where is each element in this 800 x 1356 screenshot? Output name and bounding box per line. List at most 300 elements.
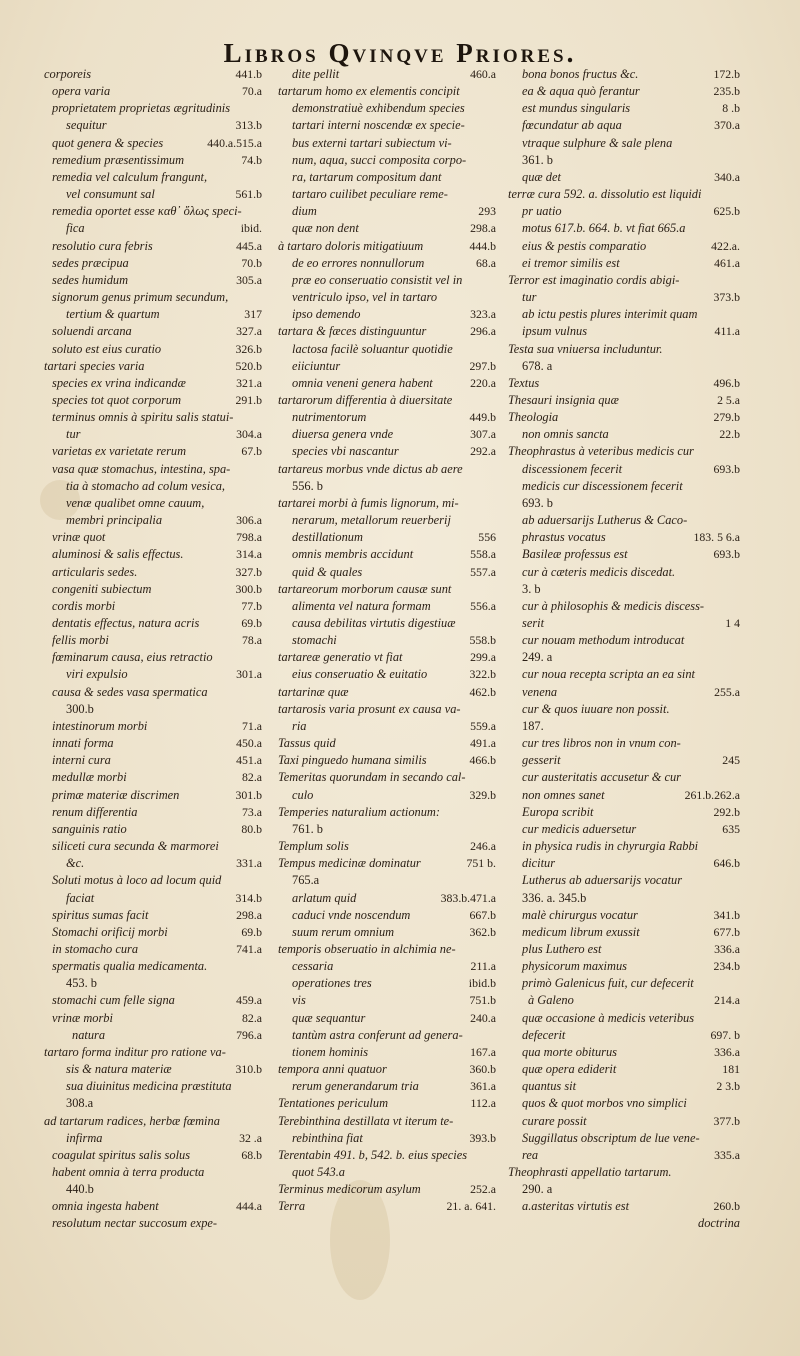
index-entry bbox=[508, 752, 740, 769]
entry-text: 300.b bbox=[66, 701, 94, 716]
entry-text: primò Galenicus fuit, cur defecerit bbox=[522, 976, 694, 991]
entry-text: tartarorum differentia à diuersitate bbox=[278, 392, 453, 407]
entry-page-ref: 440.a.515.a bbox=[207, 135, 262, 150]
index-entry bbox=[508, 718, 740, 735]
entry-page-ref: 561.b bbox=[235, 187, 262, 202]
entry-text: terminus omnis à spiritu salis statui- bbox=[52, 410, 234, 425]
entry-text: Terra bbox=[278, 1199, 306, 1214]
entry-text: fica bbox=[66, 221, 85, 236]
entry-page-ref: 22.b bbox=[719, 427, 740, 442]
entry-text: Stomachi orificij morbi bbox=[52, 924, 168, 939]
entry-page-ref: 235.b bbox=[713, 84, 740, 99]
entry-page-ref: 234.b bbox=[713, 959, 740, 974]
index-entry bbox=[278, 701, 496, 718]
entry-page-ref: 335.a bbox=[714, 1147, 740, 1162]
entry-page-ref: 491.a bbox=[470, 736, 496, 751]
entry-text: viri expulsio bbox=[66, 667, 128, 682]
index-entry bbox=[278, 787, 496, 804]
index-entry bbox=[52, 564, 262, 581]
entry-text: 249. a bbox=[522, 650, 553, 665]
entry-text: omnia veneni genera habent bbox=[292, 375, 433, 390]
entry-page-ref: 314.a bbox=[236, 547, 262, 562]
entry-text: quot genera & species bbox=[52, 135, 164, 150]
entry-text: bona bonos fructus &c. bbox=[522, 67, 639, 81]
entry-text: tartari interni noscendæ ex specie- bbox=[292, 118, 465, 133]
entry-text: renum differentia bbox=[52, 804, 138, 819]
index-entry bbox=[52, 838, 262, 855]
index-entry bbox=[508, 890, 740, 907]
index-entry bbox=[52, 1215, 262, 1232]
entry-page-ref: 183. 5 6.a bbox=[693, 530, 740, 545]
entry-text: 678. a bbox=[522, 358, 553, 373]
index-entry bbox=[508, 358, 740, 375]
entry-page-ref: 393.b bbox=[469, 1130, 496, 1145]
index-entry bbox=[52, 409, 262, 426]
entry-page-ref: 77.b bbox=[241, 598, 262, 613]
entry-page-ref: 340.a bbox=[714, 169, 740, 184]
index-entry bbox=[52, 649, 262, 666]
entry-text: in stomacho cura bbox=[52, 941, 139, 956]
entry-text: sedes præcipua bbox=[52, 255, 129, 270]
index-entry bbox=[278, 478, 496, 495]
index-entry bbox=[508, 152, 740, 169]
entry-page-ref: 697. b bbox=[710, 1027, 740, 1042]
entry-text: tartareus morbus vnde dictus ab aere bbox=[278, 461, 463, 476]
entry-text: ab aduersarijs Lutherus & Caco- bbox=[522, 513, 688, 528]
index-entry bbox=[278, 907, 496, 924]
entry-text: dentatis effectus, natura acris bbox=[52, 616, 200, 630]
entry-page-ref: 220.a bbox=[470, 375, 496, 390]
index-entry bbox=[508, 598, 740, 615]
entry-text: Terebinthina destillata vt iterum te- bbox=[278, 1113, 454, 1128]
entry-page-ref: 291.b bbox=[235, 392, 262, 407]
entry-text: intestinorum morbi bbox=[52, 718, 148, 733]
entry-text: gesserit bbox=[522, 753, 561, 768]
index-entry bbox=[52, 735, 262, 752]
entry-page-ref: 300.b bbox=[235, 581, 262, 596]
index-entry bbox=[278, 1044, 496, 1061]
entry-text: medicis cur discessionem fecerit bbox=[522, 478, 683, 493]
entry-text: fœcundatur ab aqua bbox=[522, 118, 622, 133]
entry-text: soluendi arcana bbox=[52, 324, 132, 339]
index-entry bbox=[508, 306, 740, 323]
entry-text: tionem hominis bbox=[292, 1044, 369, 1059]
index-entry bbox=[52, 169, 262, 186]
index-entry bbox=[278, 890, 496, 907]
entry-page-ref: 411.a bbox=[714, 324, 740, 339]
index-entry bbox=[508, 443, 740, 460]
entry-page-ref: 172.b bbox=[713, 67, 740, 81]
entry-text: species vbi nascantur bbox=[292, 444, 399, 459]
index-entry bbox=[508, 1010, 740, 1027]
entry-text: à Galeno bbox=[528, 993, 574, 1008]
entry-text: medicum librum exussit bbox=[522, 924, 640, 939]
entry-text: in physica rudis in chyrurgia Rabbi bbox=[522, 839, 699, 854]
entry-page-ref: 625.b bbox=[713, 204, 740, 219]
entry-page-ref: 296.a bbox=[470, 324, 496, 339]
entry-text: articularis sedes. bbox=[52, 564, 138, 579]
entry-text: culo bbox=[292, 787, 314, 802]
entry-text: diuersa genera vnde bbox=[292, 427, 394, 442]
entry-page-ref: 21. a. 641. bbox=[446, 1199, 496, 1214]
entry-text: lactosa facilè soluantur quotidie bbox=[292, 341, 453, 356]
entry-text: quos & quot morbos vno simplici bbox=[522, 1096, 687, 1111]
entry-text: 361. b bbox=[522, 152, 553, 167]
entry-page-ref: 556.a bbox=[470, 598, 496, 613]
entry-text: terræ cura 592. a. dissolutio est liquidi bbox=[508, 187, 702, 202]
index-entry bbox=[278, 649, 496, 666]
entry-page-ref: 373.b bbox=[713, 290, 740, 305]
entry-page-ref: 112.a bbox=[470, 1096, 496, 1111]
entry-page-ref: 298.a bbox=[470, 221, 496, 236]
entry-page-ref: 71.a bbox=[242, 718, 262, 733]
index-entry bbox=[508, 1130, 740, 1147]
entry-text: rea bbox=[522, 1147, 539, 1162]
entry-page-ref: 69.b bbox=[241, 924, 262, 939]
entry-text: ei tremor similis est bbox=[522, 255, 620, 270]
entry-page-ref: 167.a bbox=[470, 1044, 496, 1059]
entry-page-ref: 326.b bbox=[235, 341, 262, 356]
index-entry bbox=[278, 838, 496, 855]
index-entry bbox=[508, 787, 740, 804]
entry-page-ref: 461.a bbox=[714, 255, 740, 270]
entry-page-ref: 646.b bbox=[713, 856, 740, 871]
entry-text: suum rerum omnium bbox=[292, 924, 395, 939]
entry-text: species ex vrina indicandæ bbox=[52, 375, 186, 390]
entry-text: primæ materiæ discrimen bbox=[52, 787, 180, 802]
entry-page-ref: 329.b bbox=[469, 787, 496, 802]
entry-text: 765.a bbox=[292, 873, 320, 888]
entry-page-ref: 496.b bbox=[713, 375, 740, 390]
entry-text: Suggillatus obscriptum de lue vene- bbox=[522, 1130, 700, 1145]
entry-text: ab ictu pestis plures interimit quam bbox=[522, 307, 698, 322]
index-entry bbox=[508, 632, 740, 649]
entry-text: à tartaro doloris mitigatiuum bbox=[278, 238, 424, 253]
entry-text: doctrina bbox=[698, 1216, 740, 1231]
entry-text: congeniti subiectum bbox=[52, 581, 152, 596]
index-entry bbox=[508, 821, 740, 838]
index-entry bbox=[278, 1027, 496, 1044]
index-entry bbox=[508, 735, 740, 752]
entry-page-ref: 558.b bbox=[469, 633, 496, 648]
entry-text: Lutherus ab aduersarijs vocatur bbox=[522, 873, 683, 888]
entry-text: soluto est eius curatio bbox=[52, 341, 162, 356]
entry-text: 440.b bbox=[66, 1182, 94, 1197]
entry-text: dicitur bbox=[522, 856, 556, 871]
entry-text: quot 543.a bbox=[292, 1165, 346, 1179]
index-entry bbox=[52, 100, 262, 117]
index-entry bbox=[508, 1198, 740, 1215]
index-entry bbox=[52, 341, 262, 358]
entry-text: cur à cæteris medicis discedat. bbox=[522, 564, 676, 579]
entry-page-ref: 260.b bbox=[713, 1199, 740, 1214]
entry-text: tempora anni quatuor bbox=[278, 1062, 387, 1077]
entry-text: ad tartarum radices, herbæ fœmina bbox=[44, 1113, 220, 1128]
index-entry bbox=[44, 1113, 262, 1130]
index-entry bbox=[508, 769, 740, 786]
entry-text: cordis morbi bbox=[52, 598, 116, 613]
entry-page-ref: 292.a bbox=[470, 444, 496, 459]
entry-page-ref: 444.a bbox=[236, 1199, 262, 1214]
index-entry bbox=[508, 564, 740, 581]
entry-page-ref: 422.a. bbox=[711, 238, 740, 253]
index-entry bbox=[52, 941, 262, 958]
entry-text: dium bbox=[292, 204, 317, 219]
index-entry bbox=[278, 752, 496, 769]
entry-text: pr uatio bbox=[522, 204, 562, 219]
index-entry bbox=[52, 684, 262, 701]
index-entry bbox=[52, 426, 262, 443]
entry-text: discessionem fecerit bbox=[522, 461, 623, 476]
index-entry bbox=[508, 1044, 740, 1061]
entry-text: Templum solis bbox=[278, 839, 349, 854]
entry-page-ref: 240.a bbox=[470, 1010, 496, 1025]
index-entry bbox=[52, 495, 262, 512]
index-entry bbox=[52, 152, 262, 169]
entry-text: Europa scribit bbox=[522, 804, 594, 819]
index-entry bbox=[52, 1147, 262, 1164]
index-entry bbox=[52, 238, 262, 255]
entry-text: causa debilitas virtutis digestiuæ bbox=[292, 616, 456, 630]
entry-text: cur austeritatis accusetur & cur bbox=[522, 770, 681, 785]
index-entry bbox=[278, 1198, 496, 1215]
entry-page-ref: 383.b.471.a bbox=[440, 890, 496, 905]
index-entry bbox=[278, 1095, 496, 1112]
entry-page-ref: 305.a bbox=[236, 272, 262, 287]
entry-page-ref: 293 bbox=[478, 204, 496, 219]
index-entry bbox=[278, 1113, 496, 1130]
index-entry bbox=[508, 1078, 740, 1095]
entry-text: infirma bbox=[66, 1130, 103, 1145]
index-entry bbox=[278, 1147, 496, 1164]
entry-page-ref: 323.a bbox=[470, 307, 496, 322]
entry-text: siliceti cura secunda & marmorei bbox=[52, 839, 219, 854]
entry-page-ref: 313.b bbox=[235, 118, 262, 133]
entry-page-ref: 741.a bbox=[236, 941, 262, 956]
index-entry bbox=[508, 666, 740, 683]
entry-page-ref: 751.b bbox=[469, 993, 496, 1008]
entry-text: cur & quos iuuare non possit. bbox=[522, 701, 670, 716]
entry-text: tartarei morbi à fumis lignorum, mi- bbox=[278, 495, 459, 510]
entry-page-ref: 331.a bbox=[236, 856, 262, 871]
entry-text: tartarinæ quæ bbox=[278, 684, 349, 699]
index-entry bbox=[52, 855, 262, 872]
index-entry bbox=[278, 461, 496, 478]
entry-text: spiritus sumas facit bbox=[52, 907, 149, 922]
entry-page-ref: 279.b bbox=[713, 410, 740, 425]
entry-text: stomachi cum felle signa bbox=[52, 993, 175, 1008]
entry-page-ref: 261.b.262.a bbox=[684, 787, 740, 802]
entry-text: aluminosi & salis effectus. bbox=[52, 547, 184, 562]
entry-text: 308.a bbox=[66, 1096, 94, 1111]
entry-page-ref: 336.a bbox=[714, 941, 740, 956]
index-entry bbox=[278, 1181, 496, 1198]
index-entry bbox=[52, 1181, 262, 1198]
index-entry bbox=[278, 83, 496, 100]
entry-text: quid & quales bbox=[292, 564, 363, 579]
entry-page-ref: 69.b bbox=[241, 616, 262, 630]
entry-page-ref: 255.a bbox=[714, 684, 740, 699]
entry-page-ref: 181 bbox=[722, 1062, 740, 1077]
entry-page-ref: 322.b bbox=[469, 667, 496, 682]
entry-text: eius conseruatio & euitatio bbox=[292, 667, 428, 682]
entry-page-ref: 321.a bbox=[236, 375, 262, 390]
entry-page-ref: 460.a bbox=[470, 67, 496, 81]
index-entry bbox=[44, 66, 262, 83]
index-entry bbox=[278, 821, 496, 838]
entry-text: præ eo conseruatio consistit vel in bbox=[292, 272, 463, 287]
entry-text: sequitur bbox=[66, 118, 107, 133]
entry-text: arlatum quid bbox=[292, 890, 357, 905]
entry-page-ref: 301.b bbox=[235, 787, 262, 802]
index-entry bbox=[52, 1027, 262, 1044]
entry-text: qua morte obiturus bbox=[522, 1044, 617, 1059]
index-column-3 bbox=[508, 66, 740, 1231]
entry-text: Tentationes periculum bbox=[278, 1096, 389, 1111]
entry-text: Textus bbox=[508, 375, 540, 390]
entry-page-ref: 336.a bbox=[714, 1044, 740, 1059]
entry-page-ref: ibid. bbox=[240, 221, 262, 236]
entry-page-ref: 211.a bbox=[470, 959, 496, 974]
entry-text: cur nouam methodum introducat bbox=[522, 633, 685, 648]
index-entry bbox=[278, 992, 496, 1009]
index-entry bbox=[44, 358, 262, 375]
entry-page-ref: 252.a bbox=[470, 1182, 496, 1197]
entry-text: ipso demendo bbox=[292, 307, 361, 322]
entry-text: eiiciuntur bbox=[292, 358, 341, 373]
index-entry bbox=[52, 1130, 262, 1147]
index-entry bbox=[278, 769, 496, 786]
index-entry bbox=[508, 1113, 740, 1130]
index-entry bbox=[52, 872, 262, 889]
index-entry bbox=[508, 992, 740, 1009]
entry-text: quæ det bbox=[522, 169, 561, 184]
entry-text: Temperies naturalium actionum: bbox=[278, 804, 440, 819]
entry-page-ref: 317 bbox=[244, 307, 262, 322]
entry-text: caduci vnde noscendum bbox=[292, 907, 411, 922]
entry-page-ref: 693.b bbox=[713, 547, 740, 562]
index-entry bbox=[278, 855, 496, 872]
entry-text: sua diuinitus medicina præstituta bbox=[66, 1079, 232, 1094]
index-entry bbox=[278, 289, 496, 306]
index-entry bbox=[52, 478, 262, 495]
index-entry bbox=[278, 426, 496, 443]
entry-text: destillationum bbox=[292, 530, 363, 545]
entry-page-ref: 2 5.a bbox=[717, 392, 740, 407]
entry-text: varietas ex varietate rerum bbox=[52, 444, 187, 459]
entry-text: Terminus medicorum asylum bbox=[278, 1182, 421, 1197]
entry-text: est mundus singularis bbox=[522, 101, 631, 116]
entry-page-ref: 78.a bbox=[242, 633, 262, 648]
entry-text: fœminarum causa, eius retractio bbox=[52, 650, 213, 665]
entry-text: tertium & quartum bbox=[66, 307, 160, 322]
entry-text: natura bbox=[72, 1027, 106, 1042]
entry-page-ref: 70.b bbox=[241, 255, 262, 270]
entry-text: Tassus quid bbox=[278, 736, 336, 751]
index-entry bbox=[508, 941, 740, 958]
index-column-2 bbox=[278, 66, 496, 1215]
index-entry bbox=[508, 375, 740, 392]
entry-text: Basileæ professus est bbox=[522, 547, 628, 562]
entry-text: sedes humidum bbox=[52, 272, 129, 287]
entry-page-ref: 214.a bbox=[714, 993, 740, 1008]
index-entry bbox=[52, 272, 262, 289]
index-entry bbox=[278, 581, 496, 598]
entry-text: resolutum nectar succosum expe- bbox=[52, 1216, 218, 1231]
entry-text: interni cura bbox=[52, 753, 111, 768]
entry-text: signorum genus primum secundum, bbox=[52, 290, 229, 305]
entry-text: nerarum, metallorum reuerberij bbox=[292, 513, 451, 528]
entry-text: Theophrasti appellatio tartarum. bbox=[508, 1165, 672, 1179]
entry-page-ref: 245 bbox=[722, 753, 740, 768]
index-entry bbox=[52, 615, 262, 632]
entry-text: operationes tres bbox=[292, 976, 372, 991]
entry-page-ref: 445.a bbox=[236, 238, 262, 253]
entry-text: 693. b bbox=[522, 495, 553, 510]
entry-text: dite pellit bbox=[292, 67, 340, 81]
index-entry bbox=[278, 117, 496, 134]
entry-text: remedia vel calculum frangunt, bbox=[52, 169, 208, 184]
entry-text: tur bbox=[522, 290, 537, 305]
index-entry bbox=[278, 100, 496, 117]
entry-text: vtraque sulphure & sale plena bbox=[522, 135, 673, 150]
entry-page-ref: ibid.b bbox=[468, 976, 496, 991]
index-entry bbox=[52, 512, 262, 529]
index-entry bbox=[52, 787, 262, 804]
entry-page-ref: 370.a bbox=[714, 118, 740, 133]
index-entry bbox=[52, 804, 262, 821]
index-entry bbox=[52, 958, 262, 975]
entry-text: 556. b bbox=[292, 478, 323, 493]
entry-page-ref: 559.a bbox=[470, 718, 496, 733]
index-entry bbox=[52, 186, 262, 203]
index-entry bbox=[278, 546, 496, 563]
index-entry bbox=[278, 409, 496, 426]
index-entry bbox=[508, 220, 740, 237]
entry-text: vis bbox=[292, 993, 306, 1008]
index-entry bbox=[508, 615, 740, 632]
entry-text: 187. bbox=[522, 718, 544, 733]
entry-text: Thesauri insignia quæ bbox=[508, 392, 619, 407]
entry-text: Terror est imaginatio cordis abigi- bbox=[508, 272, 680, 287]
entry-text: fellis morbi bbox=[52, 633, 109, 648]
entry-text: Temeritas quorundam in secando cal- bbox=[278, 770, 466, 785]
entry-page-ref: 667.b bbox=[469, 907, 496, 922]
entry-text: corporeis bbox=[44, 67, 92, 81]
entry-page-ref: 441.b bbox=[235, 67, 262, 81]
index-entry bbox=[278, 1078, 496, 1095]
index-entry bbox=[508, 924, 740, 941]
index-entry bbox=[508, 701, 740, 718]
index-entry bbox=[52, 1078, 262, 1095]
index-entry bbox=[508, 804, 740, 821]
index-entry bbox=[508, 289, 740, 306]
index-entry bbox=[508, 255, 740, 272]
entry-text: innati forma bbox=[52, 736, 114, 751]
entry-page-ref: 292.b bbox=[713, 804, 740, 819]
index-entry bbox=[278, 1010, 496, 1027]
entry-text: remedium præsentissimum bbox=[52, 152, 185, 167]
index-entry bbox=[508, 684, 740, 701]
index-entry bbox=[278, 135, 496, 152]
index-entry bbox=[508, 272, 740, 289]
index-entry bbox=[508, 135, 740, 152]
entry-text: a.asteritas virtutis est bbox=[522, 1199, 630, 1214]
entry-text: venena bbox=[522, 684, 558, 699]
entry-text: tur bbox=[66, 427, 81, 442]
entry-page-ref: 751 b. bbox=[466, 856, 496, 871]
index-entry bbox=[278, 358, 496, 375]
